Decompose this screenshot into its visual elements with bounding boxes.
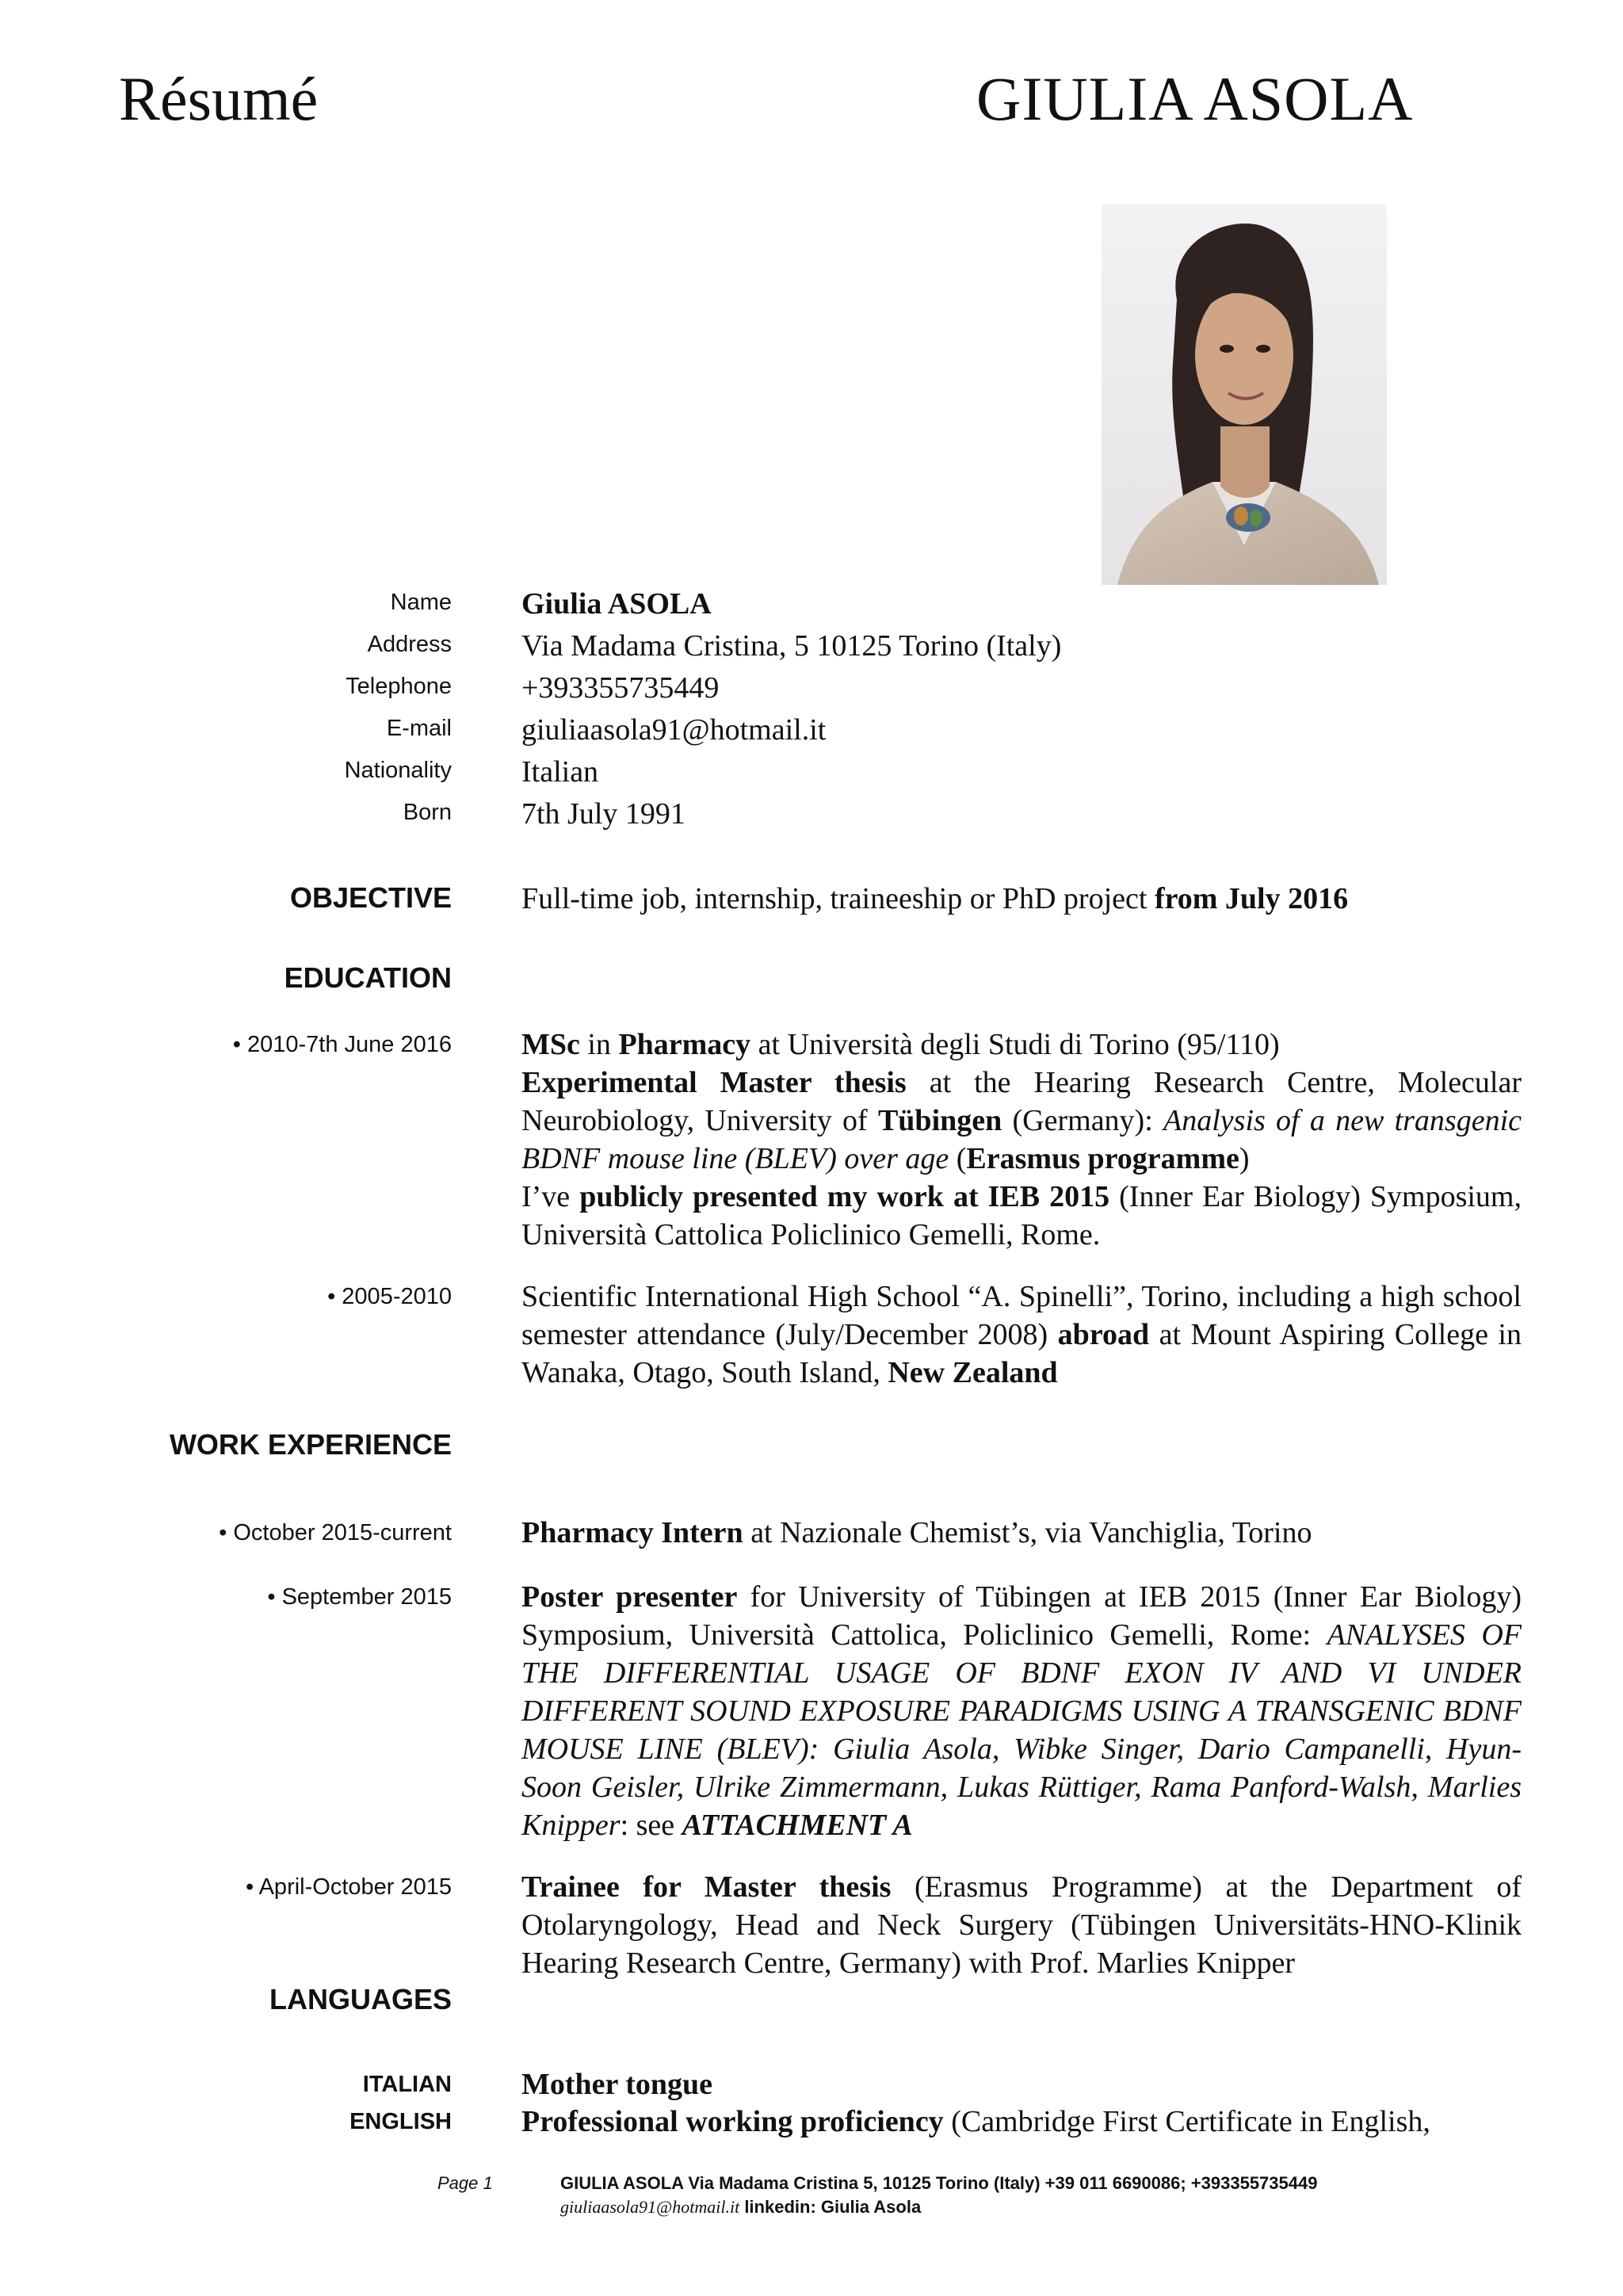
- profile-photo: [1102, 204, 1387, 585]
- work-date-2: • September 2015: [267, 1584, 452, 1610]
- footer-contact-line-2: [560, 2197, 921, 2218]
- resume-title: Résumé: [119, 64, 319, 133]
- education-item-1: [521, 1026, 1522, 1254]
- thesis-description: Experimental Master thesis at the Hearing Research Centre, Molecular Neurobiology, University of Tübingen (Germany): Analysis of a new transgenic BDNF mouse line (BLEV) over age (Erasmus programme): [521, 1066, 1522, 1175]
- address-value: Via Madama Cristina, 5 10125 Torino (Italy): [521, 629, 1062, 663]
- nationality-value: Italian: [521, 755, 599, 789]
- education-heading: EDUCATION: [284, 961, 452, 994]
- objective-heading: OBJECTIVE: [289, 881, 452, 914]
- education-date-1: • 2010-7th June 2016: [232, 1032, 452, 1057]
- degree-line: MSc in Pharmacy at Università degli Studi di Torino (95/110): [521, 1028, 1280, 1061]
- portrait-image: [1102, 204, 1387, 585]
- work-date-1: • October 2015-current: [219, 1520, 452, 1545]
- presentation-note: I’ve publicly presented my work at IEB 2015 (Inner Ear Biology) Symposium, Università Cattolica Policlinico Gemelli, Rome.: [521, 1180, 1522, 1251]
- name-label: Name: [390, 590, 452, 615]
- born-label: Born: [403, 800, 452, 825]
- education-item-2: Scientific International High School “A. Spinelli”, Torino, including a high school semester attendance (July/December 2008) abroad at Mount Aspiring College in Wanaka, Otago, South Island, New Zealand: [521, 1280, 1522, 1389]
- telephone-value: +393355735449: [521, 671, 720, 705]
- work-item-1: Pharmacy Intern at Nazionale Chemist’s, via Vanchiglia, Torino: [521, 1516, 1312, 1549]
- nationality-label: Nationality: [344, 758, 452, 783]
- footer-linkedin: linkedin: Giulia Asola: [739, 2197, 922, 2217]
- born-value: 7th July 1991: [521, 797, 685, 831]
- work-date-3: • April-October 2015: [245, 1874, 452, 1900]
- page-number: Page 1: [437, 2173, 493, 2193]
- work-heading: WORK EXPERIENCE: [169, 1428, 452, 1461]
- language-italian-level: Mother tongue: [521, 2068, 712, 2101]
- email-value: giuliaasola91@hotmail.it: [521, 713, 827, 747]
- work-item-3: Trainee for Master thesis (Erasmus Programme) at the Department of Otolaryngology, Head and Neck Surgery (Tübingen Universitäts-HNO-Klinik Hearing Research Centre, Germany) with Prof. Marlies Knipper: [521, 1870, 1522, 1980]
- name-value: Giulia ASOLA: [521, 587, 712, 621]
- footer-email: giuliaasola91@hotmail.it: [560, 2197, 740, 2217]
- objective-text: Full-time job, internship, traineeship or PhD project from July 2016: [521, 882, 1349, 915]
- language-english-level: Professional working proficiency (Cambridge First Certificate in English,: [521, 2105, 1430, 2138]
- language-italian-label: ITALIAN: [362, 2072, 452, 2097]
- email-label: E-mail: [386, 716, 452, 741]
- language-english-label: ENGLISH: [349, 2109, 452, 2134]
- footer-contact-line: GIULIA ASOLA Via Madama Cristina 5, 10125 Torino (Italy) +39 011 6690086; +393355735449: [560, 2173, 1318, 2193]
- candidate-name-title: GIULIA ASOLA: [976, 64, 1414, 133]
- education-date-2: • 2005-2010: [327, 1284, 452, 1309]
- work-item-2: Poster presenter for University of Tübingen at IEB 2015 (Inner Ear Biology) Symposium, Università Cattolica, Policlinico Gemelli, Rome: ANALYSES OF THE DIFFERENTIAL USAGE OF BDNF EXON IV AND VI UNDER DIFFERENT SOUND EXPOSURE PARADIGMS USING A TRANSGENIC BDNF MOUSE LINE (BLEV): Giulia Asola, Wibke Singer, Dario Campanelli, Hyun-Soon Geisler, Ulrike Zimmermann, Lukas Rüttiger, Rama Panford-Walsh, Marlies Knipper: see ATTACHMENT A: [521, 1580, 1522, 1842]
- telephone-label: Telephone: [346, 674, 452, 699]
- address-label: Address: [367, 632, 452, 657]
- languages-heading: LANGUAGES: [269, 1983, 452, 2015]
